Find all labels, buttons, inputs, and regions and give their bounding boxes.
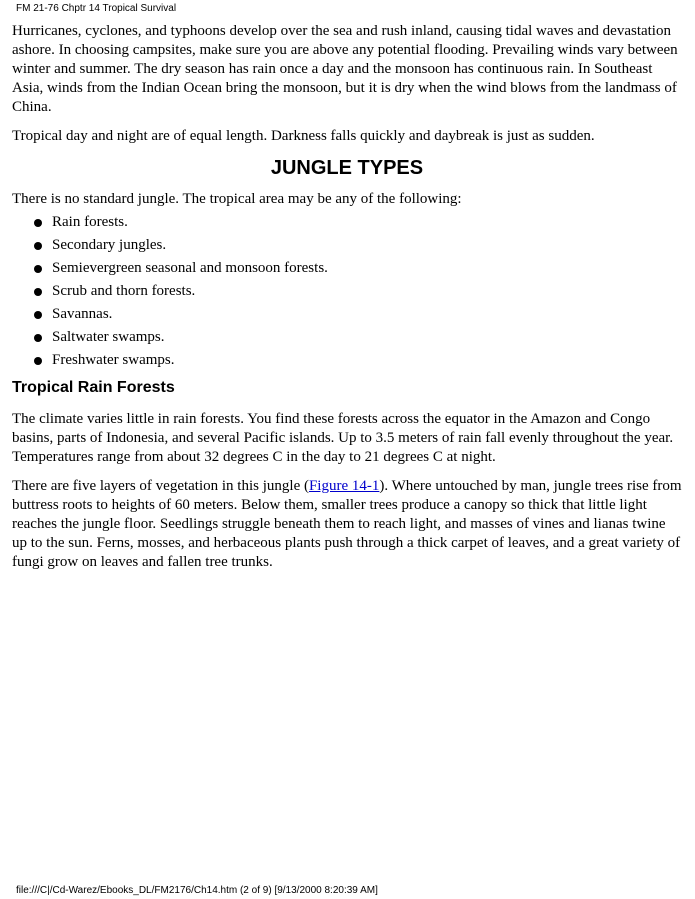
list-item-text: Savannas.	[52, 306, 113, 322]
bullet-icon	[34, 265, 42, 273]
list-item-text: Scrub and thorn forests.	[52, 283, 196, 299]
bullet-icon	[34, 242, 42, 250]
page-footer: file:///C|/Cd-Warez/Ebooks_DL/FM2176/Ch14.htm (2 of 9) [9/13/2000 8:20:39 AM]	[16, 885, 378, 896]
list-item	[12, 257, 682, 280]
list-item	[12, 280, 682, 303]
rain-forests-paragraph-1: The climate varies little in rain forests. You find these forests across the equator in the Amazon and Congo basins, parts of Indonesia, and several Pacific islands. Up to 3.5 meters of rain fall evenly throughout the year. Temperatures range from about 32 degrees C in the day to 21 degrees C at night.	[12, 411, 674, 465]
list-item-text: Rain forests.	[52, 214, 128, 230]
list-item-text: Secondary jungles.	[52, 237, 167, 253]
list-item-text: Saltwater swamps.	[52, 329, 165, 345]
list-item	[12, 326, 682, 349]
page-header: FM 21-76 Chptr 14 Tropical Survival	[16, 3, 177, 14]
list-item-text: Freshwater swamps.	[52, 352, 175, 368]
bullet-icon	[34, 357, 42, 365]
bullet-icon	[34, 219, 42, 227]
list-item-text: Semievergreen seasonal and monsoon forests.	[52, 260, 328, 276]
jungle-types-heading: JUNGLE TYPES	[270, 157, 424, 179]
bullet-icon	[34, 311, 42, 319]
figure-14-1-link[interactable]: Figure 14-1	[308, 478, 380, 494]
bullet-icon	[34, 288, 42, 296]
document-content	[12, 22, 682, 582]
list-item	[12, 211, 682, 234]
intro-paragraph-2: Tropical day and night are of equal length. Darkness falls quickly and daybreak is just as sudden.	[12, 128, 595, 144]
jungle-types-list	[12, 211, 682, 372]
list-item	[12, 303, 682, 326]
rain-forests-paragraph-2	[12, 477, 682, 572]
intro-paragraph-1: Hurricanes, cyclones, and typhoons develop over the sea and rush inland, causing tidal waves and devastation ashore. In choosing campsites, make sure you are above any potential flooding. Prevailing winds vary between winter and summer. The dry season has rain once a day and the monsoon has continuous rain. In Southeast Asia, winds from the Indian Ocean bring the monsoon, but it is dry when the wind blows from the landmass of China.	[12, 23, 678, 115]
list-item	[12, 349, 682, 372]
rain-forests-heading: Tropical Rain Forests	[12, 379, 175, 396]
paragraph-text-after-link: ). Where untouched by man, jungle trees rise from buttress roots to heights of 60 meters. Below them, smaller trees produce a canopy so thick that little light reaches the jungle floor. Seedlings struggle beneath them to reach light, and masses of vines and lianas twine up to the sun. Ferns, mosses, and herbaceous plants push through a thick carpet of leaves, and a great variety of fungi grow on leaves and fallen tree trunks.	[12, 478, 682, 570]
jungle-types-intro: There is no standard jungle. The tropical area may be any of the following:	[12, 191, 462, 207]
paragraph-text-before-link: There are five layers of vegetation in this jungle (	[12, 478, 309, 494]
list-item	[12, 234, 682, 257]
bullet-icon	[34, 334, 42, 342]
